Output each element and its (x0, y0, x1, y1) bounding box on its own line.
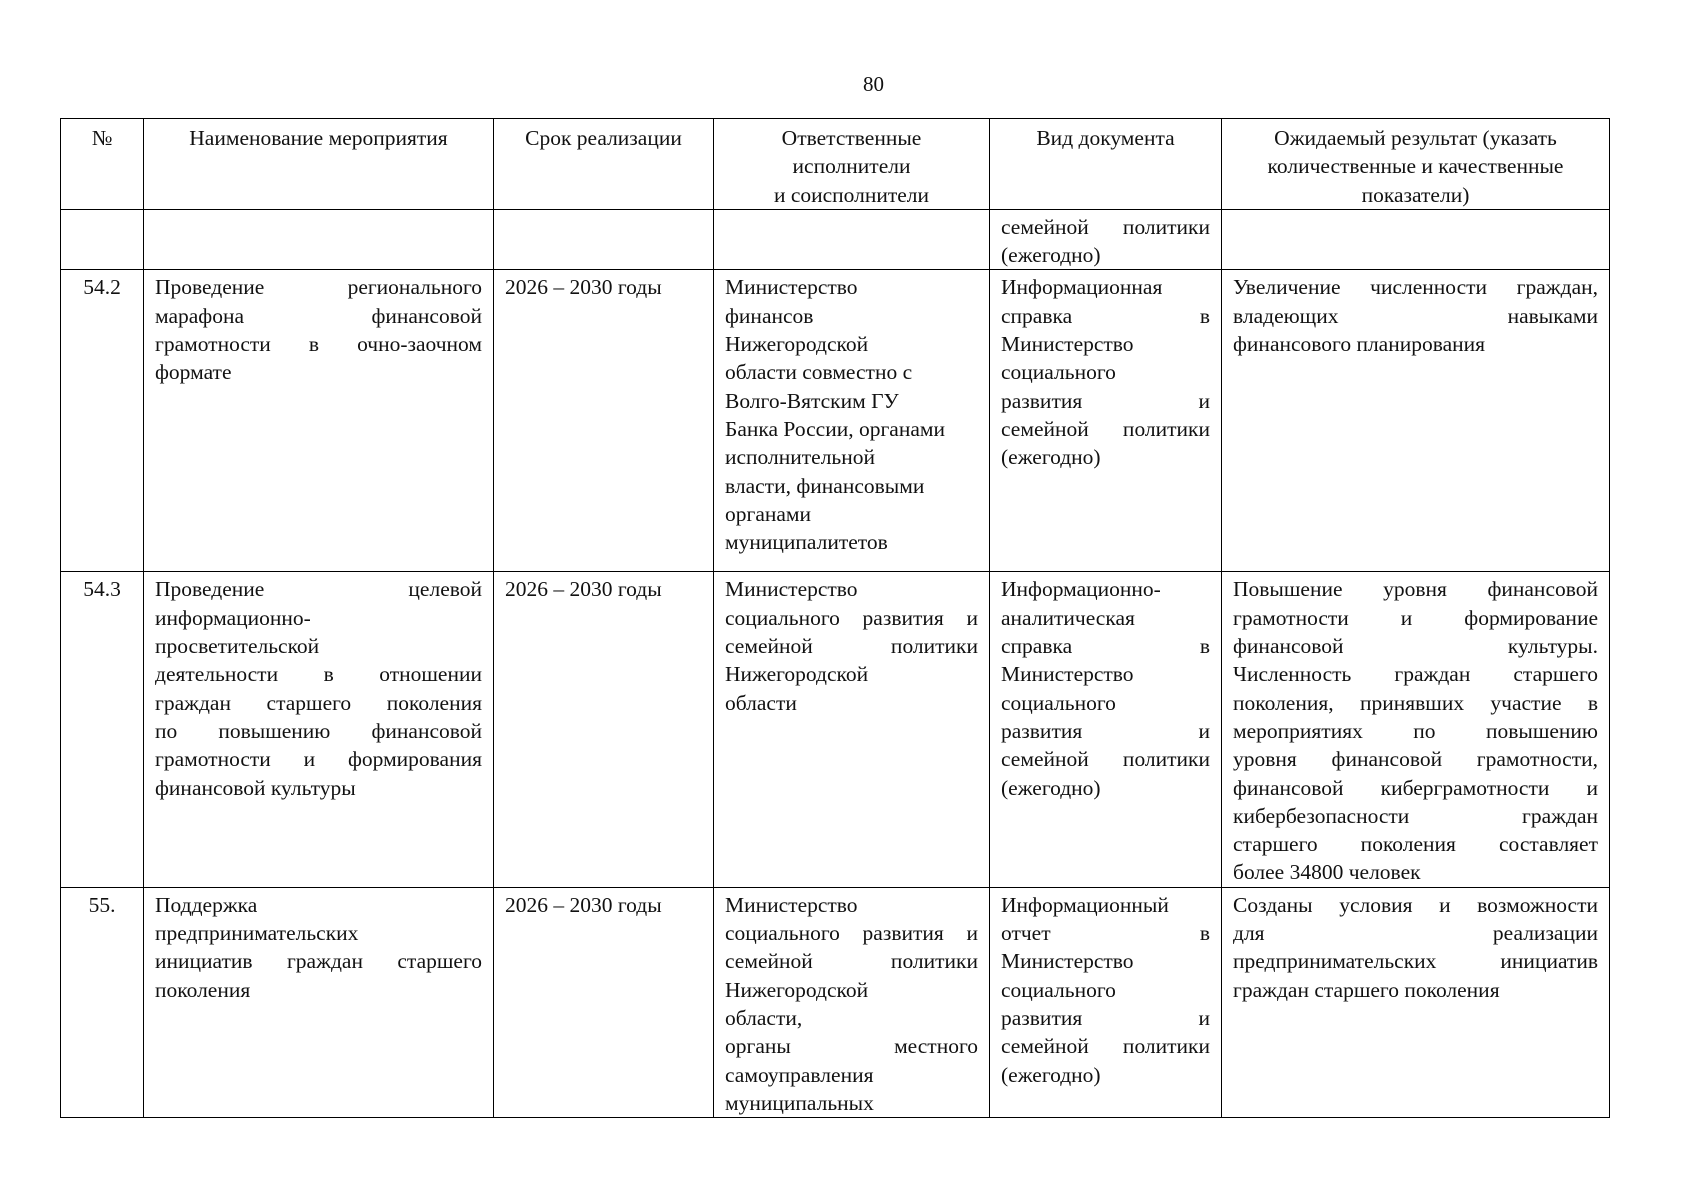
cell-name (144, 270, 494, 572)
cell-name (144, 887, 494, 1117)
doc-type-line: (ежегодно) (1001, 1062, 1101, 1087)
name-line: финансовой культуры (155, 775, 356, 800)
name-line: поколения (155, 977, 251, 1002)
table-row (61, 270, 1610, 572)
doc-type-line: социального (1001, 977, 1116, 1002)
executors-line: Волго-Вятским ГУ (725, 388, 899, 413)
name-line: граждан старшего поколения (155, 690, 482, 715)
cell-doc-type (990, 270, 1222, 572)
cell-number (61, 209, 144, 270)
executors-line: Нижегородской (725, 662, 869, 687)
doc-type-line: (ежегодно) (1001, 775, 1101, 800)
result-line: старшего поколения составляет (1233, 832, 1598, 857)
header-executors-line: исполнители (792, 154, 911, 179)
name-line: информационно- (155, 605, 311, 630)
doc-type-line: Информационно- (1001, 577, 1161, 602)
header-result-line: Ожидаемый результат (указать (1274, 126, 1557, 150)
cell-doc-type (990, 209, 1222, 270)
executors-line: области (725, 690, 797, 715)
doc-type-line: семейной политики (1001, 416, 1210, 441)
executors-line: семейной политики (725, 949, 978, 974)
result-line: Повышение уровня финансовой (1233, 577, 1598, 602)
cell-period (494, 209, 714, 270)
cell-number: 55. (61, 887, 144, 1117)
doc-type-line: Министерство (1001, 662, 1134, 687)
cell-number: 54.3 (61, 572, 144, 887)
header-executors-line: Ответственные (781, 126, 922, 150)
doc-type-line: (ежегодно) (1001, 243, 1101, 268)
name-line: предпринимательских (155, 921, 359, 946)
name-line: деятельности в отношении (155, 662, 482, 687)
doc-type-line: развития и (1001, 388, 1210, 413)
result-line: предпринимательских инициатив (1233, 949, 1598, 974)
result-line: грамотности и формирование (1233, 605, 1598, 630)
doc-type-line: развития и (1001, 1005, 1210, 1030)
result-line: Численность граждан старшего (1233, 662, 1598, 687)
header-name: Наименование мероприятия (144, 119, 494, 210)
result-line: Созданы условия и возможности (1233, 892, 1598, 917)
executors-line: власти, финансовыми (725, 473, 925, 498)
executors-line: органами (725, 501, 812, 526)
table-header-row (61, 119, 1610, 210)
name-line: Поддержка (155, 892, 258, 917)
measures-table (60, 118, 1610, 1118)
executors-line: Министерство (725, 892, 858, 917)
name-line: грамотности и формирования (155, 747, 482, 772)
executors-line: Министерство (725, 275, 858, 300)
doc-type-line: (ежегодно) (1001, 445, 1101, 470)
name-line: Проведение регионального (155, 275, 482, 300)
doc-type-line: Министерство (1001, 332, 1134, 357)
doc-type-line: справка в (1001, 634, 1210, 659)
result-line: финансового планирования (1233, 332, 1486, 357)
table-row (61, 887, 1610, 1117)
result-line: Увеличение численности граждан, (1233, 275, 1598, 300)
result-line: владеющих навыками (1233, 303, 1598, 328)
executors-line: социального развития и (725, 605, 978, 630)
header-result-line: показатели) (1361, 182, 1470, 207)
executors-line: семейной политики (725, 634, 978, 659)
executors-line: Нижегородской (725, 332, 869, 357)
header-period: Срок реализации (494, 119, 714, 210)
result-line: мероприятиях по повышению (1233, 718, 1598, 743)
header-executors-line: и соисполнители (773, 182, 930, 207)
result-line: поколения, принявших участие в (1233, 690, 1598, 715)
name-line: грамотности в очно-заочном (155, 332, 482, 357)
executors-line: муниципальных (725, 1090, 874, 1115)
doc-type-line: семейной политики (1001, 747, 1210, 772)
cell-doc-type (990, 572, 1222, 887)
table-row-continuation (61, 209, 1610, 270)
cell-result (1222, 887, 1610, 1117)
cell-executors (714, 572, 990, 887)
doc-type-line: семейной политики (1001, 1034, 1210, 1059)
doc-type-line: аналитическая (1001, 605, 1135, 630)
doc-type-line: развития и (1001, 718, 1210, 743)
doc-type-line: Информационный (1001, 892, 1169, 917)
table-row (61, 572, 1610, 887)
result-line: уровня финансовой грамотности, (1233, 747, 1598, 772)
name-line: по повышению финансовой (155, 718, 482, 743)
header-number: № (61, 119, 144, 210)
executors-line: области, (725, 1005, 803, 1030)
executors-line: самоуправления (725, 1062, 874, 1087)
doc-type-line: социального (1001, 690, 1116, 715)
executors-line: финансов (725, 303, 814, 328)
cell-result (1222, 209, 1610, 270)
name-line: формате (155, 360, 232, 385)
cell-executors (714, 887, 990, 1117)
executors-line: области совместно с (725, 360, 913, 385)
name-line: Проведение целевой (155, 577, 482, 602)
cell-period: 2026 – 2030 годы (494, 887, 714, 1117)
cell-doc-type (990, 887, 1222, 1117)
page-number: 80 (863, 72, 884, 96)
result-line: граждан старшего поколения (1233, 977, 1500, 1002)
doc-type-line: Министерство (1001, 949, 1134, 974)
doc-type-line: социального (1001, 360, 1116, 385)
cell-result (1222, 270, 1610, 572)
cell-executors (714, 270, 990, 572)
cell-executors (714, 209, 990, 270)
cell-name (144, 209, 494, 270)
header-result (1222, 119, 1610, 210)
executors-line: социального развития и (725, 921, 978, 946)
result-line: более 34800 человек (1233, 860, 1421, 885)
executors-line: исполнительной (725, 445, 875, 470)
doc-type-line: Информационная (1001, 275, 1163, 300)
header-executors (714, 119, 990, 210)
doc-type-line: отчет в (1001, 921, 1210, 946)
cell-result (1222, 572, 1610, 887)
result-line: финансовой киберграмотности и (1233, 775, 1598, 800)
result-line: для реализации (1233, 921, 1598, 946)
executors-line: Нижегородской (725, 977, 869, 1002)
executors-line: Банка России, органами (725, 416, 946, 441)
result-line: финансовой культуры. (1233, 634, 1598, 659)
header-doc-type: Вид документа (990, 119, 1222, 210)
name-line: марафона финансовой (155, 303, 482, 328)
cell-name (144, 572, 494, 887)
executors-line: органы местного (725, 1034, 978, 1059)
doc-type-line: семейной политики (1001, 214, 1210, 239)
header-result-line: количественные и качественные (1267, 154, 1564, 179)
name-line: просветительской (155, 634, 320, 659)
cell-period: 2026 – 2030 годы (494, 270, 714, 572)
doc-type-line: справка в (1001, 303, 1210, 328)
executors-line: Министерство (725, 577, 858, 602)
result-line: кибербезопасности граждан (1233, 803, 1598, 828)
cell-period: 2026 – 2030 годы (494, 572, 714, 887)
executors-line: муниципалитетов (725, 530, 888, 555)
name-line: инициатив граждан старшего (155, 949, 482, 974)
cell-number: 54.2 (61, 270, 144, 572)
